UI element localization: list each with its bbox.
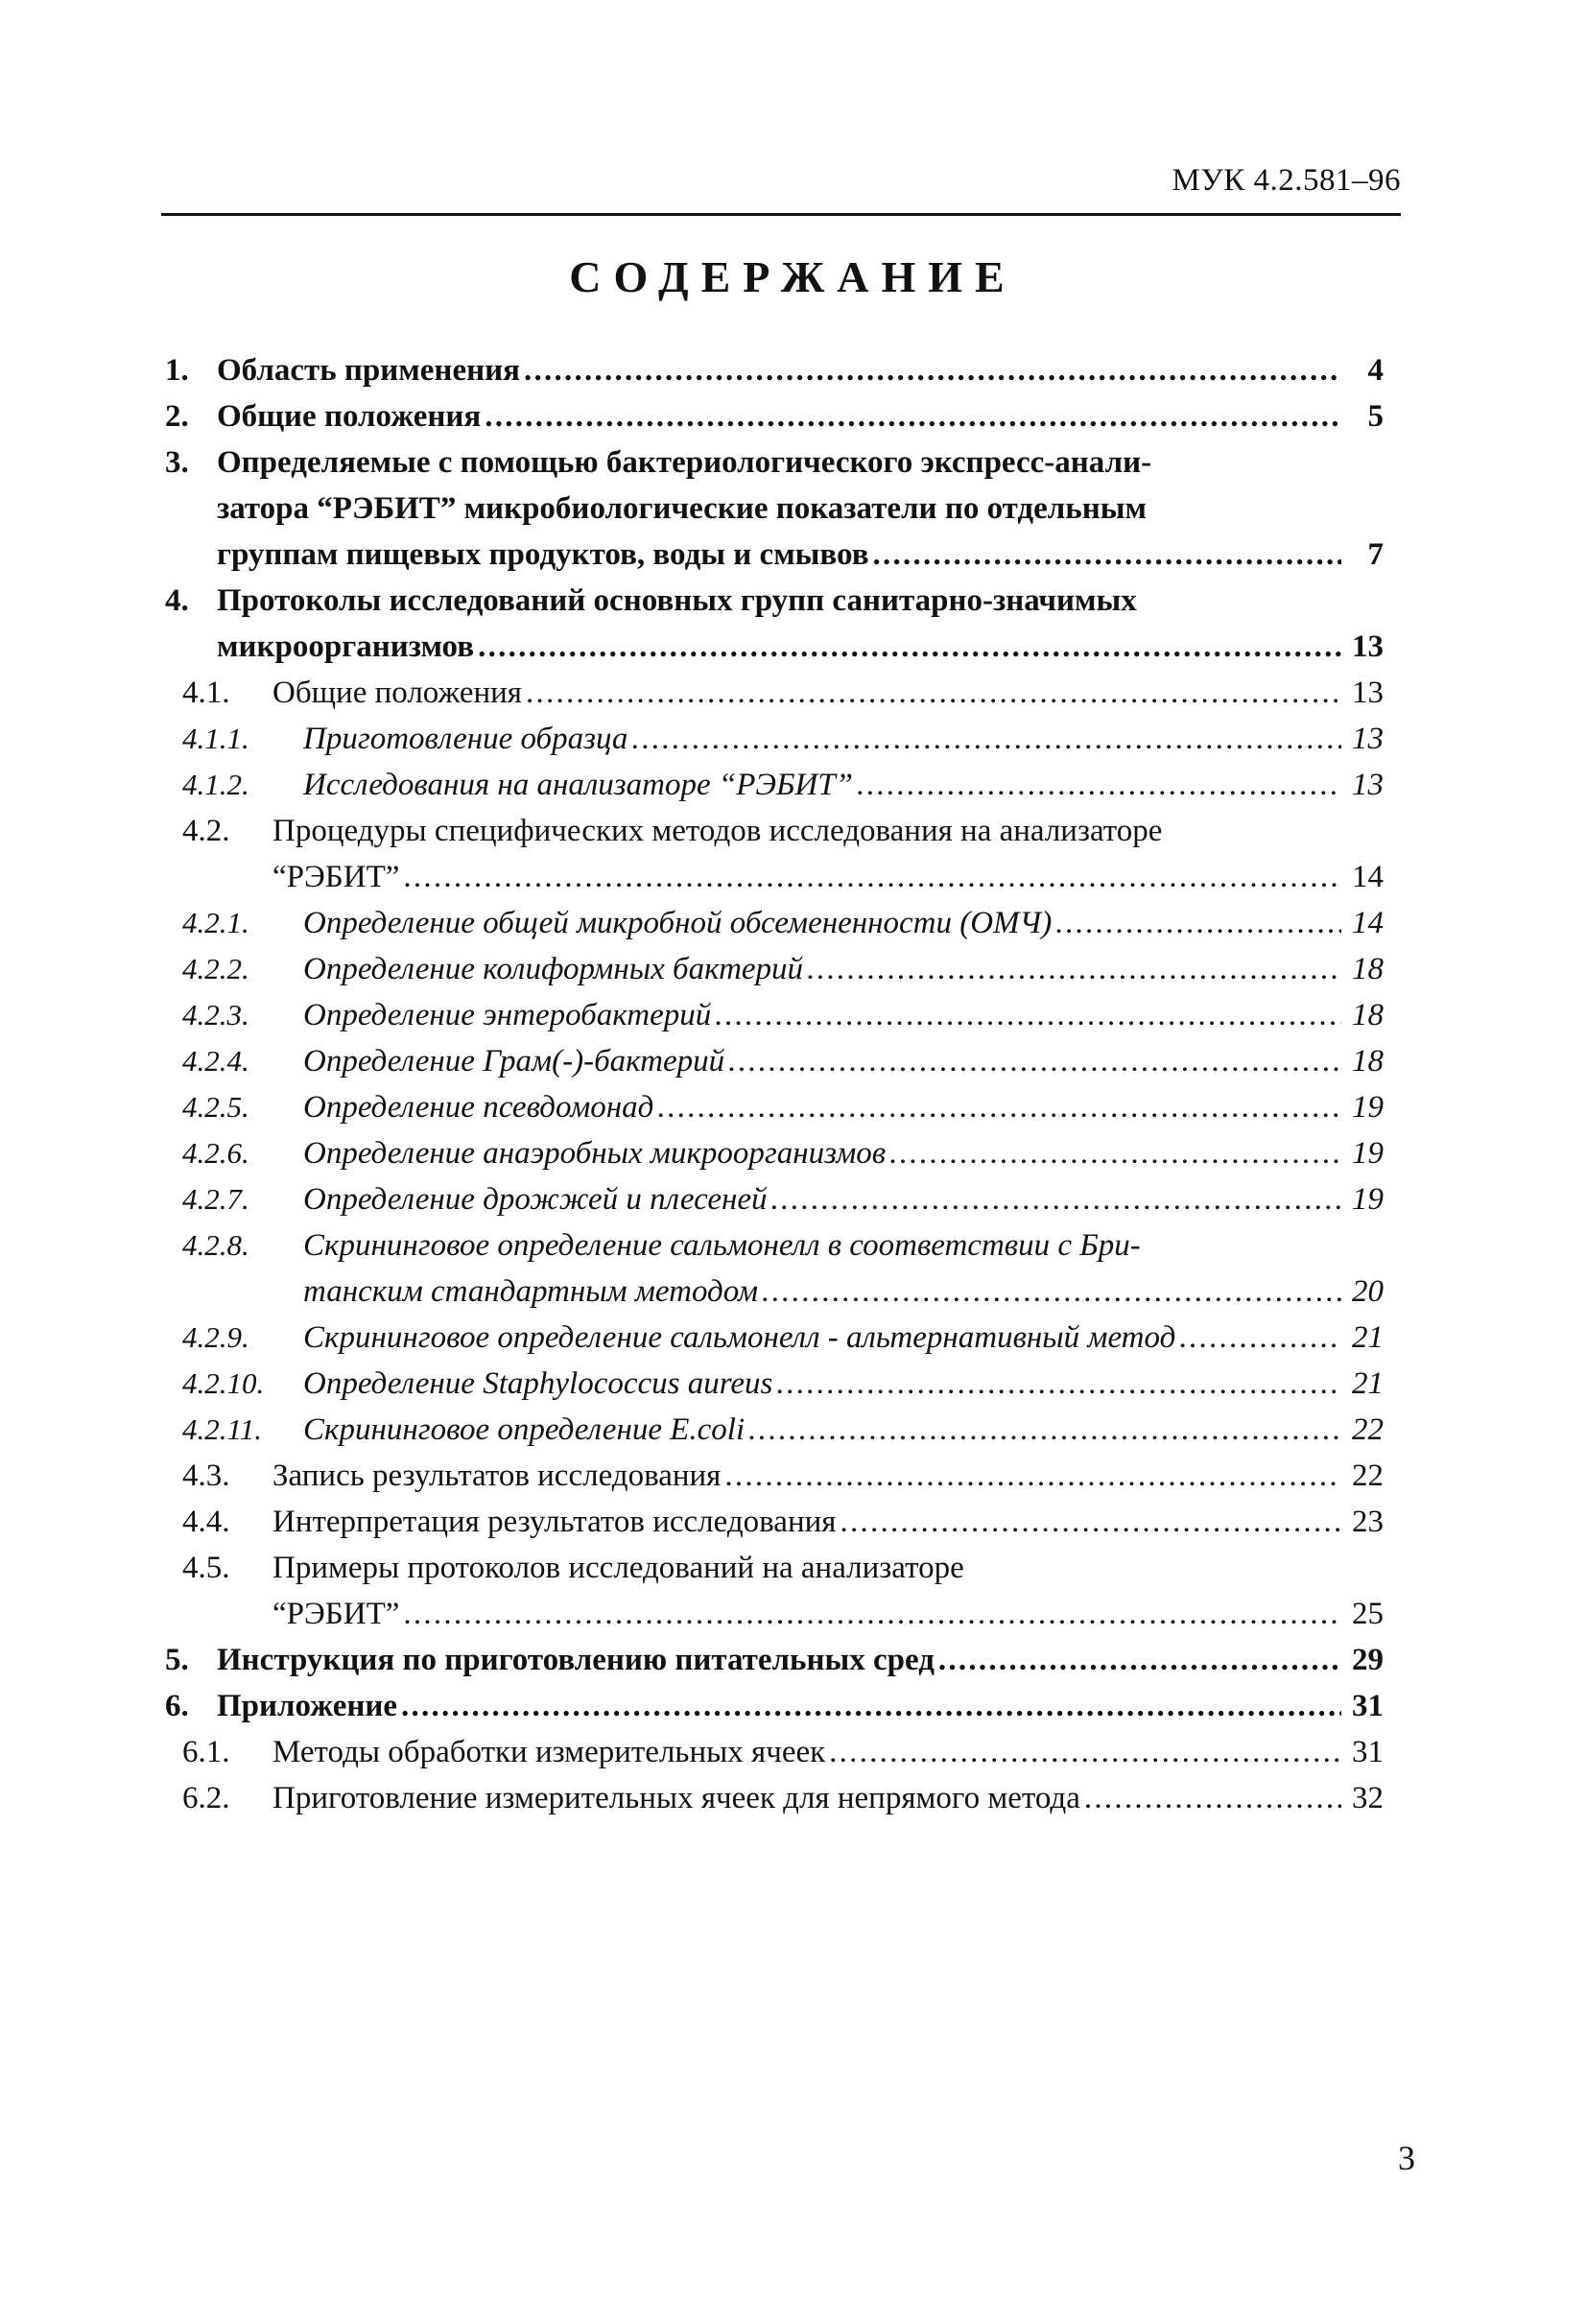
toc-entry-title-line: Примеры протоколов исследований на анализаторе <box>272 1551 964 1585</box>
toc-entry-page: 22 <box>1352 1412 1384 1447</box>
toc-entry <box>165 716 1384 762</box>
toc-entry-page: 19 <box>1352 1182 1384 1217</box>
toc-entry-title-line: Протоколы исследований основных групп санитарно-значимых <box>217 583 1137 618</box>
toc-entry-page: 21 <box>1352 1366 1384 1401</box>
toc-entry-page: 21 <box>1352 1320 1384 1355</box>
dot-leader <box>715 992 1341 1038</box>
toc-entry-title-line: Определение колиформных бактерий <box>303 952 804 986</box>
toc-entry-page: 4 <box>1367 353 1384 388</box>
toc-entry-page: 19 <box>1352 1090 1384 1125</box>
toc-entry <box>165 1683 1384 1729</box>
dot-leader <box>526 670 1341 716</box>
toc-entry-number: 4.2.5. <box>182 1090 249 1124</box>
toc-entry-title-line: Определение Staphylococcus aureus <box>303 1366 773 1401</box>
toc-entry-number: 2. <box>165 399 189 434</box>
document-code: МУК 4.2.581–96 <box>1172 163 1401 198</box>
toc-entry <box>165 439 1384 578</box>
toc-entry-title-line: Определение Грам(-)-бактерий <box>303 1044 725 1079</box>
toc-entry-title-line: Скрининговое определение E.coli <box>303 1412 746 1447</box>
toc-entry <box>165 578 1384 670</box>
toc-entry <box>165 670 1384 716</box>
toc-entry <box>165 1407 1384 1453</box>
toc-entry-number: 4.1.1. <box>182 722 249 755</box>
toc-entry-title-line: Общие положения <box>272 676 522 710</box>
toc-entry-title-line: Определение псевдомонад <box>303 1090 654 1125</box>
toc-entry-title-line: Общие положения <box>217 399 482 434</box>
dot-leader <box>401 1683 1341 1729</box>
toc-entry-page: 31 <box>1352 1735 1384 1769</box>
toc-entry-number: 4.2.3. <box>182 998 249 1032</box>
dot-leader <box>524 347 1341 393</box>
toc-entry <box>165 1453 1384 1499</box>
toc-entry-title-line: Приложение <box>217 1689 398 1723</box>
toc-entry-title-line: Приготовление измерительных ячеек для непрямого метода <box>272 1781 1080 1815</box>
toc-entry-number: 4.2.4. <box>182 1044 249 1078</box>
toc-entry-title-line: затора “РЭБИТ” микробиологические показатели по отдельным <box>217 491 1147 526</box>
toc-entry <box>165 393 1384 439</box>
toc-entry-page: 7 <box>1367 537 1384 572</box>
header-rule <box>161 213 1401 216</box>
toc-entry <box>165 1499 1384 1545</box>
toc-entry-page: 32 <box>1352 1781 1384 1815</box>
toc-entry-number: 4.2.9. <box>182 1320 249 1354</box>
toc-entry-number: 4.5. <box>182 1551 230 1585</box>
toc-entry-title-line: “РЭБИТ” <box>272 1597 400 1631</box>
dot-leader <box>938 1637 1341 1683</box>
toc-entry-title-line: Исследования на анализаторе “РЭБИТ” <box>303 768 854 802</box>
toc-entry-number: 4.4. <box>182 1505 230 1539</box>
toc-entry-number: 4.2.6. <box>182 1136 249 1170</box>
running-header <box>161 163 1401 213</box>
dot-leader <box>873 532 1341 578</box>
dot-leader <box>1055 900 1341 946</box>
toc-entry-page: 29 <box>1352 1643 1384 1677</box>
toc-entry-title-line: группам пищевых продуктов, воды и смывов <box>217 537 869 572</box>
toc-entry-number: 4.2.8. <box>182 1228 249 1262</box>
toc-entry-page: 13 <box>1352 722 1384 756</box>
toc-entry <box>165 1775 1384 1821</box>
toc-entry-page: 23 <box>1352 1505 1384 1539</box>
toc-entry-page: 13 <box>1352 629 1384 664</box>
dot-leader <box>478 624 1341 670</box>
toc-entry-number: 4.2.7. <box>182 1182 249 1216</box>
toc-entry <box>165 347 1384 393</box>
dot-leader <box>889 1130 1341 1176</box>
dot-leader <box>728 1038 1341 1084</box>
toc-entry-title-line: Определяемые с помощью бактериологического экспресс-анали- <box>217 445 1152 480</box>
toc-entry-page: 19 <box>1352 1136 1384 1171</box>
dot-leader <box>403 854 1341 900</box>
dot-leader <box>631 716 1341 762</box>
toc-entry-page: 13 <box>1352 676 1384 710</box>
dot-leader <box>748 1407 1341 1453</box>
toc-entry-page: 14 <box>1352 860 1384 894</box>
toc-entry-title-line: микроорганизмов <box>217 629 475 664</box>
toc-entry <box>165 946 1384 992</box>
page-title: СОДЕРЖАНИЕ <box>569 252 1017 301</box>
toc-entry-title-line: Запись результатов исследования <box>272 1458 722 1493</box>
toc-entry-number: 4.3. <box>182 1458 230 1493</box>
toc-entry <box>165 1315 1384 1361</box>
toc-entry <box>165 1130 1384 1176</box>
toc-entry-page: 20 <box>1352 1274 1384 1309</box>
toc-entry-page: 14 <box>1352 906 1384 940</box>
toc-entry-title-line: Скрининговое определение сальмонелл - альтернативный метод <box>303 1320 1176 1355</box>
toc-entry-title-line: Скрининговое определение сальмонелл в соответствии с Бри- <box>303 1228 1141 1263</box>
toc-entry <box>165 1222 1384 1315</box>
toc-entry <box>165 762 1384 808</box>
toc-entry-title-line: Процедуры специфических методов исследования на анализаторе <box>272 814 1163 848</box>
dot-leader <box>776 1361 1341 1407</box>
dot-leader <box>403 1591 1341 1637</box>
toc-entry <box>165 1729 1384 1775</box>
dot-leader <box>657 1084 1341 1130</box>
toc-entry-title-line: Приготовление образца <box>303 722 628 756</box>
toc-entry-title-line: Определение энтеробактерий <box>303 998 712 1032</box>
toc-entry-title-line: танским стандартным методом <box>303 1274 759 1309</box>
dot-leader <box>1084 1775 1341 1821</box>
toc-entry <box>165 1176 1384 1222</box>
toc-entry-title-line: Инструкция по приготовлению питательных сред <box>217 1643 935 1677</box>
toc-entry-page: 18 <box>1352 998 1384 1032</box>
toc-entry <box>165 900 1384 946</box>
toc-entry-number: 6.1. <box>182 1735 230 1769</box>
toc-entry-number: 4. <box>165 583 189 618</box>
toc-entry-number: 5. <box>165 1643 189 1677</box>
dot-leader <box>770 1176 1341 1222</box>
dot-leader <box>762 1269 1341 1315</box>
toc-entry-number: 4.1.2. <box>182 768 249 801</box>
toc-entry-title-line: Интерпретация результатов исследования <box>272 1505 837 1539</box>
dot-leader <box>829 1729 1341 1775</box>
toc-entry-number: 1. <box>165 353 189 388</box>
toc-entry <box>165 992 1384 1038</box>
toc-entry-title-line: Методы обработки измерительных ячеек <box>272 1735 826 1769</box>
toc-entry-page: 25 <box>1352 1597 1384 1631</box>
toc-entry <box>165 1038 1384 1084</box>
dot-leader <box>724 1453 1341 1499</box>
toc-entry-title-line: “РЭБИТ” <box>272 860 400 894</box>
dot-leader <box>1179 1315 1341 1361</box>
table-of-contents <box>165 347 1384 1821</box>
toc-entry-page: 13 <box>1352 768 1384 802</box>
toc-entry-page: 31 <box>1352 1689 1384 1723</box>
toc-entry <box>165 1084 1384 1130</box>
toc-entry <box>165 1545 1384 1637</box>
toc-entry <box>165 808 1384 900</box>
page-number: 3 <box>1398 2139 1415 2177</box>
toc-entry-title-line: Область применения <box>217 353 520 388</box>
toc-entry-title-line: Определение общей микробной обсемененности (ОМЧ) <box>303 906 1053 940</box>
toc-entry-page: 18 <box>1352 1044 1384 1079</box>
toc-entry-number: 4.2.11. <box>182 1412 262 1446</box>
toc-entry-page: 18 <box>1352 952 1384 986</box>
dot-leader <box>485 393 1341 439</box>
toc-entry-page: 22 <box>1352 1458 1384 1493</box>
toc-entry-title-line: Определение дрожжей и плесеней <box>303 1182 768 1217</box>
toc-entry <box>165 1637 1384 1683</box>
toc-entry-title-line: Определение анаэробных микроорганизмов <box>303 1136 887 1171</box>
toc-entry-number: 4.2.2. <box>182 952 249 985</box>
dot-leader <box>840 1499 1341 1545</box>
toc-entry-number: 4.2. <box>182 814 230 848</box>
toc-entry <box>165 1361 1384 1407</box>
toc-entry-page: 5 <box>1367 399 1384 434</box>
toc-entry-number: 6.2. <box>182 1781 230 1815</box>
dot-leader <box>857 762 1341 808</box>
toc-entry-number: 4.1. <box>182 676 230 710</box>
toc-entry-number: 4.2.10. <box>182 1366 265 1400</box>
dot-leader <box>807 946 1341 992</box>
toc-entry-number: 3. <box>165 445 189 480</box>
toc-entry-number: 6. <box>165 1689 189 1723</box>
toc-entry-number: 4.2.1. <box>182 906 249 939</box>
